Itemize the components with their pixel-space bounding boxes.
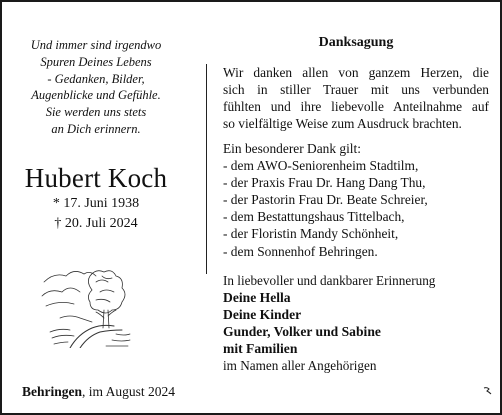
life-dates — [6, 194, 186, 234]
closing-intro: In liebevoller und dankbarer Erinnerung — [223, 273, 436, 288]
left-column — [6, 0, 186, 415]
thanks-paragraph — [223, 64, 489, 132]
poem-line: Augenblicke und Gefühle. — [31, 88, 161, 103]
closing — [223, 272, 489, 375]
special-thanks-item: - der Praxis Frau Dr. Hang Dang Thu, — [223, 175, 426, 191]
special-thanks-item: - dem Bestattungshaus Tittelbach, — [223, 209, 405, 225]
date-text: , im August 2024 — [82, 384, 176, 399]
special-thanks-item: - der Floristin Mandy Schönheit, — [223, 226, 399, 242]
mourner-name: Deine Hella — [223, 290, 291, 306]
death-date: † 20. Juli 2024 — [54, 216, 138, 231]
poem-line: Und immer sind irgendwo — [30, 38, 162, 52]
tree-landscape-icon — [40, 262, 132, 348]
heading: Danksagung — [318, 35, 394, 50]
mourner-name: mit Familien — [223, 341, 298, 357]
place-name: Behringen — [22, 384, 83, 399]
publisher-mark-icon — [483, 386, 492, 395]
poem-line: Sie werden uns stets — [45, 105, 147, 120]
mourner-name: Deine Kinder — [223, 307, 302, 323]
special-thanks-item: - dem AWO-Seniorenheim Stadtilm, — [223, 158, 419, 174]
poem — [6, 37, 186, 138]
special-thanks-item: - dem Sonnenhof Behringen. — [223, 243, 378, 259]
thanks-line: sich in stiller Trauer mit uns verbunden — [223, 82, 489, 98]
mourner-name: Gunder, Volker und Sabine — [223, 324, 381, 340]
special-thanks-intro: Ein besonderer Dank gilt: — [223, 141, 361, 156]
thanks-line: Wir danken allen von ganzem Herzen, die — [223, 65, 489, 80]
poem-line: - Gedanken, Bilder, — [47, 71, 145, 86]
special-thanks-item: - der Pastorin Frau Dr. Beate Schreier, — [223, 192, 428, 208]
thanks-line: so vielfältige Weise zum Ausdruck brachten. — [223, 116, 462, 132]
closing-outro: im Namen aller Angehörigen — [223, 358, 377, 374]
thanks-line: fühlten und ihre liebevolle Anteilnahme auf — [223, 99, 489, 115]
poem-line: Spuren Deines Lebens — [40, 54, 152, 69]
deceased-name: Hubert Koch — [24, 163, 168, 193]
column-divider — [206, 64, 207, 274]
place-and-date — [22, 384, 222, 400]
birth-date: * 17. Juni 1938 — [52, 196, 140, 211]
poem-line: an Dich erinnern. — [51, 121, 141, 136]
right-column — [223, 0, 489, 415]
special-thanks — [223, 140, 489, 260]
